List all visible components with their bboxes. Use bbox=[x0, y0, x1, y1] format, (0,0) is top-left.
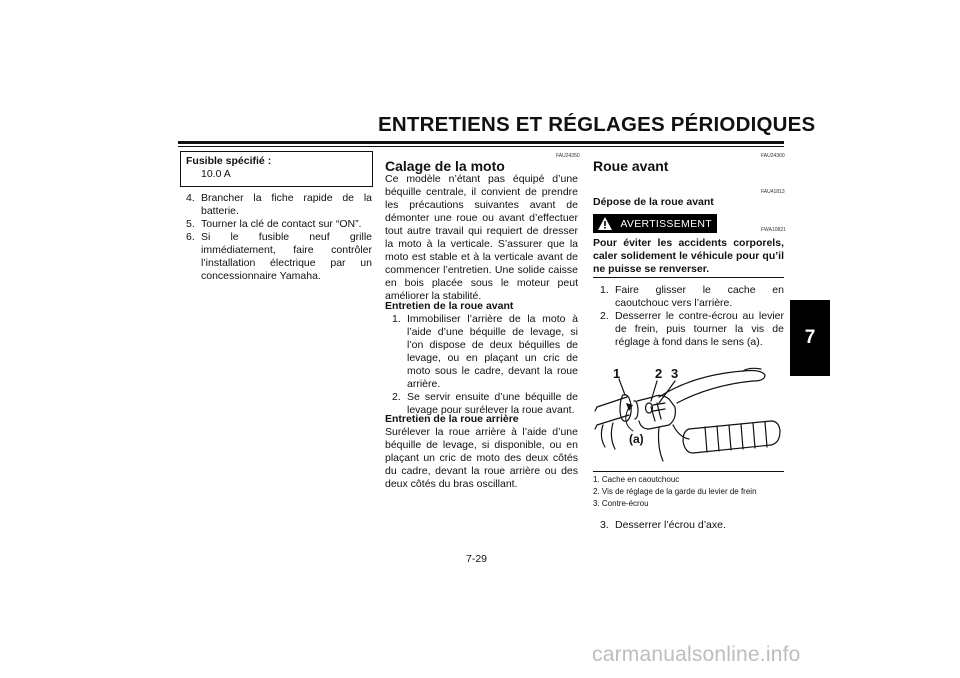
figure-label-1: 1 bbox=[613, 366, 621, 381]
heading-depose: Dépose de la roue avant bbox=[593, 196, 714, 208]
watermark: carmanualsonline.info bbox=[592, 643, 801, 666]
fuse-steps-list bbox=[186, 192, 372, 283]
list-item: 5. Tourner la clé de contact sur “ON”. bbox=[186, 218, 362, 230]
warning-rule bbox=[593, 277, 784, 278]
section-id-depose: FAU41813 bbox=[761, 189, 785, 195]
calage-intro: Ce modèle n’étant pas équipé d’une béquille centrale, il convient de prendre les précautions suivantes avant de démonter une roue ou avant d’effectuer tout autre travail qui requiert de dresser la moto à la verticale. S’assurer que la moto est stable et à la verticale avant de commencer l’entretien. Une solide caisse en bois placée sous le moteur peut améliorer la stabilité. bbox=[385, 173, 578, 302]
warning-id: FWA10821 bbox=[761, 227, 786, 233]
caption-item: 3. Contre-écrou bbox=[593, 499, 649, 508]
warning-label: AVERTISSEMENT bbox=[620, 217, 712, 230]
warning-text: Pour éviter les accidents corporels, caler solidement le véhicule pour qu’il ne puisse se renverser. bbox=[593, 237, 784, 275]
caption-item: 2. Vis de réglage de la garde du levier de frein bbox=[593, 487, 757, 496]
list-item: 2. Desserrer le contre-écrou au levier de frein, puis tourner la vis de réglage à fond dans le sens (a). bbox=[600, 310, 784, 348]
section-id-roue-avant: FAU24360 bbox=[761, 153, 785, 159]
list-item: 2. Se servir ensuite d’une béquille de levage pour surélever la roue avant. bbox=[392, 391, 578, 416]
figure-label-3: 3 bbox=[671, 366, 679, 381]
fuse-spec-label: Fusible spécifié : bbox=[186, 155, 272, 167]
list-item: 6. Si le fusible neuf grille immédiatement, faire contrôler l’installation électrique par un concessionnaire Yamaha. bbox=[186, 231, 372, 282]
warning-triangle-icon bbox=[597, 216, 613, 231]
page-number: 7-29 bbox=[466, 553, 488, 565]
step3 bbox=[593, 519, 784, 532]
list-item: 1. Immobiliser l’arrière de la moto à l’aide d’une béquille de levage, si l’on dispose de deux béquilles de levage, ou en plaçant un cric de moto sous le cadre, devant la roue arrière. bbox=[392, 313, 578, 390]
list-item: 3. Desserrer l’écrou d’axe. bbox=[600, 519, 726, 531]
list-item: 1. Faire glisser le cache en caoutchouc vers l’arrière. bbox=[600, 284, 784, 309]
header-rule-thin bbox=[178, 146, 784, 147]
list-item: 4. Brancher la fiche rapide de la batterie. bbox=[186, 192, 372, 217]
page-title: ENTRETIENS ET RÉGLAGES PÉRIODIQUES bbox=[378, 113, 816, 136]
chapter-tab: 7 bbox=[790, 300, 830, 376]
heading-front-wheel-service: Entretien de la roue avant bbox=[385, 300, 514, 312]
figure-label-2: 2 bbox=[655, 366, 663, 381]
figure-label-a: (a) bbox=[629, 432, 644, 446]
warning-badge bbox=[593, 214, 717, 233]
heading-rear-wheel-service: Entretien de la roue arrière bbox=[385, 413, 519, 425]
heading-roue-avant: Roue avant bbox=[593, 158, 669, 174]
fuse-spec-value: 10.0 A bbox=[201, 168, 231, 180]
front-service-list bbox=[385, 313, 578, 417]
caption-item: 1. Cache en caoutchouc bbox=[593, 475, 680, 484]
heading-calage: Calage de la moto bbox=[385, 158, 505, 174]
section-id-calage: FAU24350 bbox=[556, 153, 580, 159]
figure-rule bbox=[593, 471, 784, 472]
header-rule-thick bbox=[178, 141, 784, 144]
removal-steps-list bbox=[593, 284, 784, 349]
figure-captions bbox=[593, 474, 757, 510]
brake-lever-figure bbox=[593, 363, 784, 468]
rear-service-text: Surélever la roue arrière à l’aide d’une béquille de levage, si disponible, ou en plaçant un cric de moto des deux côtés du cadre, devant la roue arrière ou des deux côtés du bras oscillant. bbox=[385, 426, 578, 490]
